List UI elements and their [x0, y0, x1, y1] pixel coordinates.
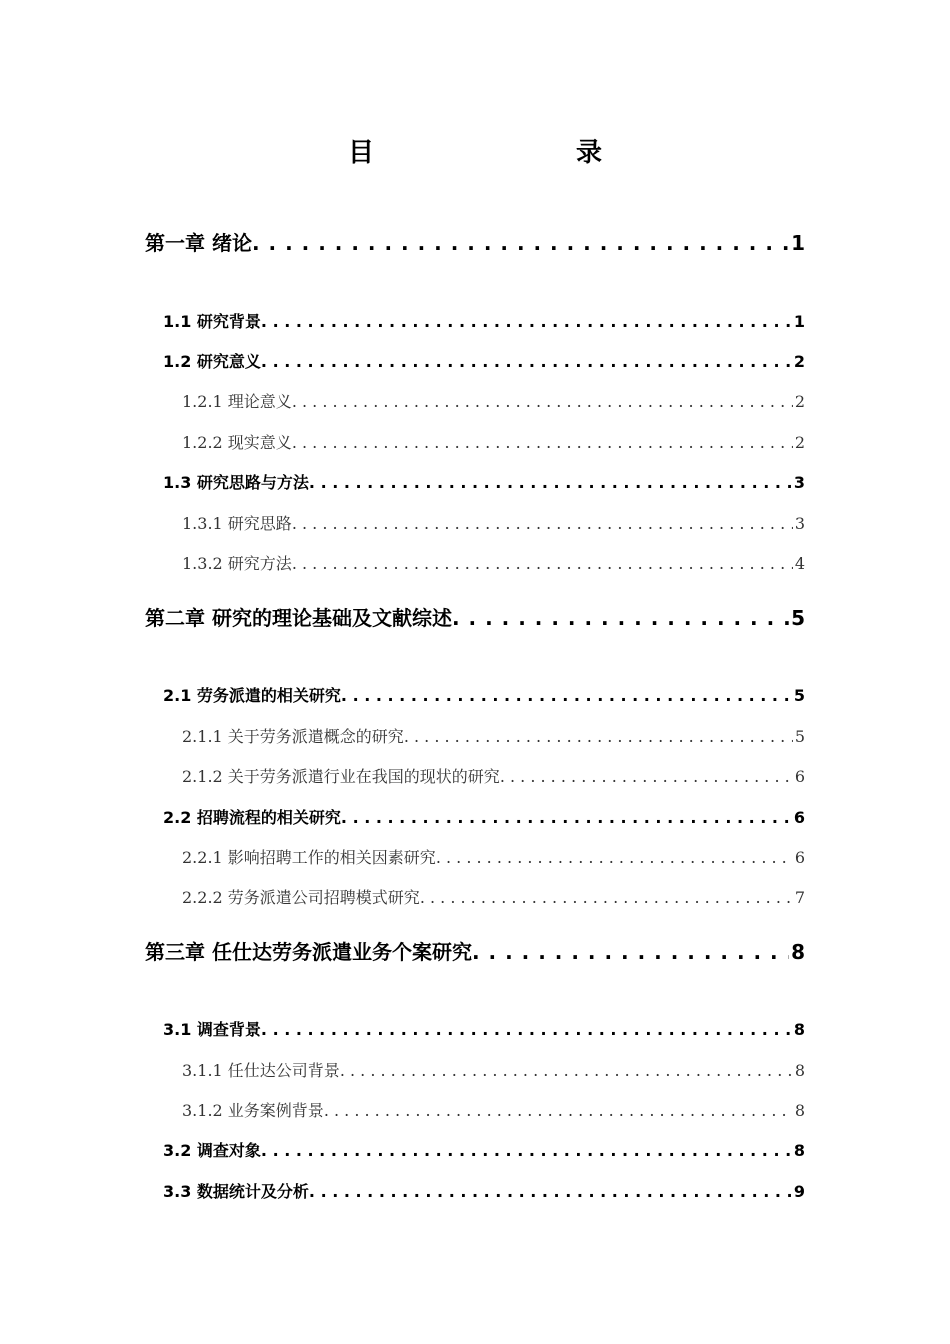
toc-page-number: 8 [794, 1101, 805, 1120]
toc-entry-section[interactable] [163, 683, 805, 706]
toc-entry-label: 2.2.1 影响招聘工作的相关因素研究 [182, 848, 436, 867]
dot-leader [452, 606, 789, 630]
toc-entry-subsection[interactable] [182, 551, 805, 574]
toc-entry-subsection[interactable] [182, 1058, 805, 1081]
toc-entry-subsection[interactable] [182, 1098, 805, 1121]
toc-entry-label: 第一章 绪论 [145, 231, 252, 255]
toc-entry-chapter[interactable] [145, 936, 805, 965]
toc-entry-label: 1.3 研究思路与方法 [163, 473, 309, 492]
dot-leader [341, 686, 792, 705]
toc-page-number: 5 [791, 606, 805, 630]
toc-entry-section[interactable] [163, 470, 805, 493]
toc-entry-label: 2.1.1 关于劳务派遣概念的研究 [182, 727, 404, 746]
toc-entry-label: 3.1.1 任仕达公司背景 [182, 1061, 340, 1080]
toc-page-number: 5 [794, 727, 805, 746]
toc-entry-label: 3.3 数据统计及分析 [163, 1182, 309, 1201]
toc-page-number: 2 [794, 433, 805, 452]
dot-leader [340, 1061, 793, 1080]
dot-leader [420, 888, 793, 907]
toc-entry-label: 2.1.2 关于劳务派遣行业在我国的现状的研究 [182, 767, 500, 786]
dot-leader [292, 433, 793, 452]
toc-entry-label: 1.2 研究意义 [163, 352, 261, 371]
toc-entry-label: 1.2.2 现实意义 [182, 433, 292, 452]
toc-entry-label: 1.3.1 研究思路 [182, 514, 292, 533]
toc-entry-section[interactable] [163, 309, 805, 332]
toc-entry-label: 1.3.2 研究方法 [182, 554, 292, 573]
dot-leader [252, 231, 789, 255]
toc-entry-label: 1.1 研究背景 [163, 312, 261, 331]
toc-entry-label: 2.1 劳务派遣的相关研究 [163, 686, 341, 705]
toc-entry-section[interactable] [163, 349, 805, 372]
toc-page-number: 3 [794, 514, 805, 533]
toc-entry-label: 3.1.2 业务案例背景 [182, 1101, 324, 1120]
dot-leader [261, 1020, 792, 1039]
toc-page-number: 9 [793, 1182, 805, 1201]
toc-entry-chapter[interactable] [145, 227, 805, 256]
toc-entry-subsection[interactable] [182, 389, 805, 412]
toc-entry-label: 第二章 研究的理论基础及文献综述 [145, 606, 452, 630]
dot-leader [292, 554, 793, 573]
toc-page-number: 8 [794, 1061, 805, 1080]
dot-leader [261, 312, 792, 331]
toc-entry-subsection[interactable] [182, 764, 805, 787]
dot-leader [404, 727, 793, 746]
toc-page-number: 4 [794, 554, 805, 573]
toc-entry-label: 第三章 任仕达劳务派遣业务个案研究 [145, 940, 472, 964]
dot-leader [341, 808, 792, 827]
toc-entry-label: 3.2 调查对象 [163, 1141, 261, 1160]
toc-page-number: 5 [793, 686, 805, 705]
dot-leader [261, 352, 792, 371]
dot-leader [261, 1141, 792, 1160]
toc-page-number: 8 [793, 1141, 805, 1160]
toc-entry-chapter[interactable] [145, 602, 805, 631]
dot-leader [324, 1101, 793, 1120]
toc-entry-label: 2.2.2 劳务派遣公司招聘模式研究 [182, 888, 420, 907]
dot-leader [292, 514, 793, 533]
toc-page-number: 6 [794, 848, 805, 867]
toc-page-number: 6 [794, 767, 805, 786]
toc-page-number: 2 [793, 352, 805, 371]
dot-leader [436, 848, 793, 867]
toc-entry-section[interactable] [163, 805, 805, 828]
toc-entry-subsection[interactable] [182, 511, 805, 534]
toc-entry-label: 2.2 招聘流程的相关研究 [163, 808, 341, 827]
toc-page-number: 3 [793, 473, 805, 492]
toc-entry-label: 1.2.1 理论意义 [182, 392, 292, 411]
toc-entry-section[interactable] [163, 1138, 805, 1161]
toc-page-number: 2 [794, 392, 805, 411]
toc-page-number: 1 [793, 312, 805, 331]
toc-page-number: 6 [793, 808, 805, 827]
toc-entry-section[interactable] [163, 1017, 805, 1040]
dot-leader [500, 767, 793, 786]
dot-leader [292, 392, 793, 411]
toc-entry-subsection[interactable] [182, 845, 805, 868]
toc-page-number: 7 [794, 888, 805, 907]
dot-leader [309, 473, 792, 492]
toc-entry-subsection[interactable] [182, 885, 805, 908]
toc-entry-subsection[interactable] [182, 724, 805, 747]
dot-leader [472, 940, 789, 964]
dot-leader [309, 1182, 792, 1201]
toc-title: 目 录 [347, 138, 652, 168]
toc-entry-subsection[interactable] [182, 430, 805, 453]
toc-page-number: 8 [793, 1020, 805, 1039]
toc-entry-label: 3.1 调查背景 [163, 1020, 261, 1039]
toc-page-number: 1 [791, 231, 805, 255]
toc-entry-section[interactable] [163, 1179, 805, 1202]
toc-page-number: 8 [791, 940, 805, 964]
